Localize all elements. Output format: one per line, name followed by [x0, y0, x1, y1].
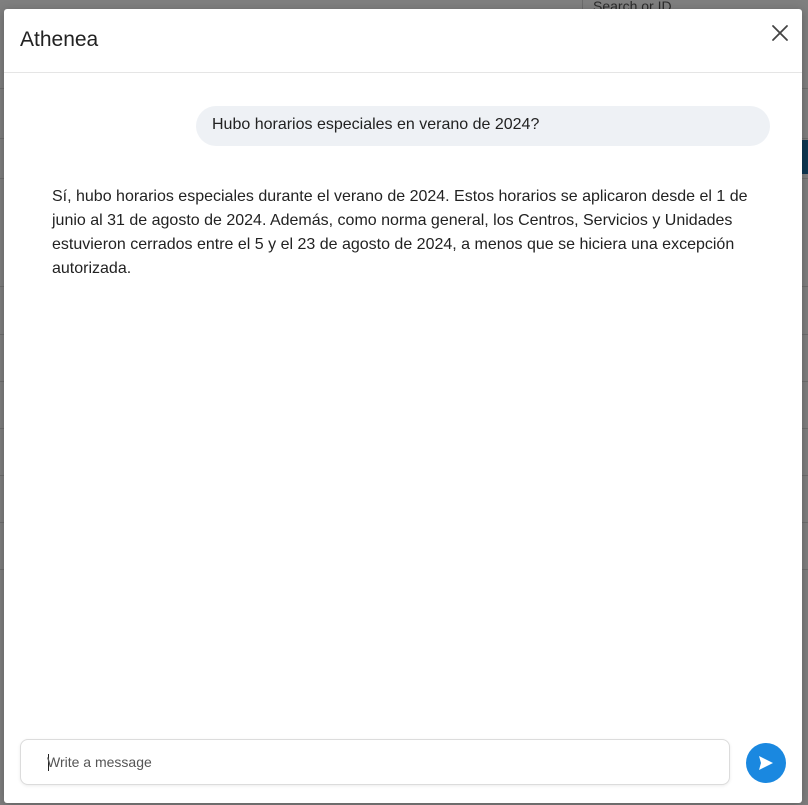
message-input[interactable] [47, 750, 707, 774]
chat-messages [4, 73, 802, 733]
modal-header [4, 9, 802, 73]
chat-modal [4, 9, 802, 803]
assistant-message: Sí, hubo horarios especiales durante el verano de 2024. Estos horarios se aplicaron desde el 1 de junio al 31 de agosto de 2024. Además, como norma general, los Centros, Servicios y Unidades estuvieron cerrados entre el 5 y el 23 de agosto de 2024, a menos que se hiciera una excepción autorizada. [52, 188, 748, 277]
message-composer [20, 739, 730, 785]
send-button[interactable] [746, 743, 786, 783]
close-icon [768, 21, 792, 45]
modal-title: Athenea [20, 28, 99, 51]
send-icon [758, 755, 774, 771]
user-message-bubble: Hubo horarios especiales en verano de 2024? [196, 106, 770, 146]
close-button[interactable] [768, 21, 792, 45]
